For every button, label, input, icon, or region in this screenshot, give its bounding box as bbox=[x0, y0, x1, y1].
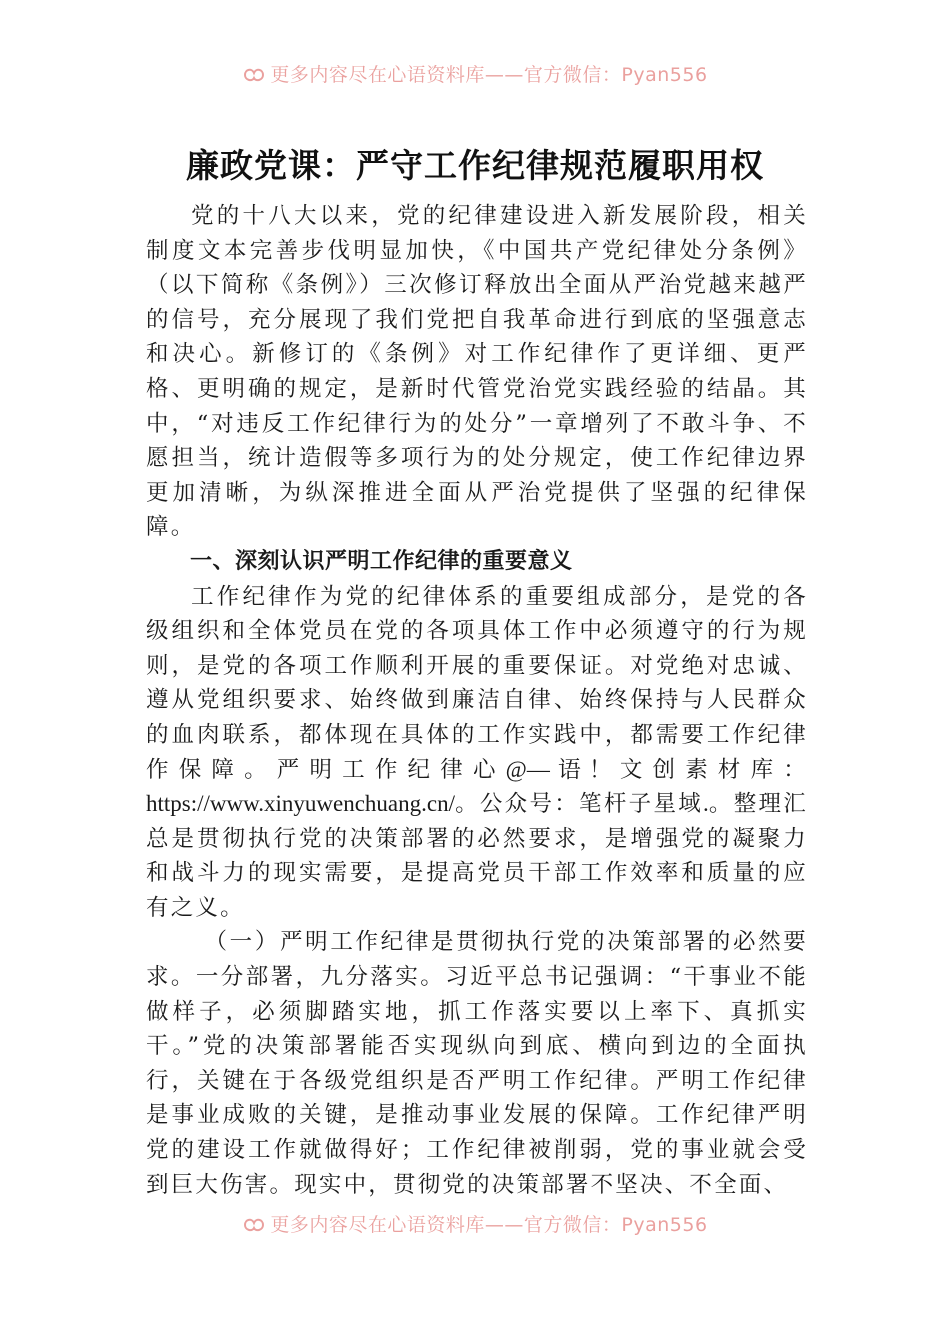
paragraph-significance bbox=[146, 580, 808, 926]
document-body bbox=[146, 199, 808, 1202]
header-watermark bbox=[0, 60, 950, 87]
source-url-link[interactable]: https://www.xinyuwenchuang.cn/ bbox=[146, 791, 455, 817]
paragraph-text: 。整理汇总是贯彻执行党的决策部署的必然要求，是增强党的凝聚力和战斗力的现实需要，是提高党员干部工作效率和质量的应有之义。 bbox=[146, 791, 808, 921]
footer-watermark bbox=[0, 1210, 950, 1237]
paragraph-text: 文创素材库： bbox=[619, 756, 809, 783]
paragraph-subsection-1: （一）严明工作纪律是贯彻执行党的决策部署的必然要求。一分部署，九分落实。习近平总书记强调：“干事业不能做样子，必须脚踏实地，抓工作落实要以上率下、真抓实干。”党的决策部署能否实现纵向到底、横向到边的全面执行，关键在于各级党组织是否严明工作纪律。严明工作纪律是事业成败的关键，是推动事业发展的保障。工作纪律严明党的建设工作就做得好；工作纪律被削弱，党的事业就会受到巨大伤害。现实中，贯彻党的决策部署不坚决、不全面、 bbox=[146, 929, 808, 1198]
section-heading-1: 一、深刻认识严明工作纪律的重要意义 bbox=[190, 548, 573, 574]
watermark-logo-icon bbox=[242, 1216, 266, 1234]
paragraph-text: 。公众号：笔杆子星域 bbox=[454, 791, 704, 818]
document-title: 廉政党课：严守工作纪律规范履职用权 bbox=[186, 146, 764, 185]
inline-mark: @—语！ bbox=[505, 756, 620, 782]
paragraph-text: 工作纪律作为党的纪律体系的重要组成部分，是党的各级组织和全体党员在党的各项具体工作中必须遵守的行为规则，是党的各项工作顺利开展的重要保证。对党绝对忠诚、遵从党组织要求、始终做到廉洁自律、始终保持与人民群众的血肉联系，都体现在具体的工作实践中，都需要工作纪律作保障。严明工作纪律心 bbox=[146, 583, 808, 783]
watermark-logo-icon bbox=[242, 66, 266, 84]
inline-dot: . bbox=[703, 791, 709, 817]
watermark-text: 更多内容尽在心语资料库——官方微信：Pyan556 bbox=[270, 64, 708, 86]
paragraph-intro: 党的十八大以来，党的纪律建设进入新发展阶段，相关制度文本完善步伐明显加快，《中国共产党纪律处分条例》（以下简称《条例》）三次修订释放出全面从严治党越来越严的信号，充分展现了我们党把自我革命进行到底的坚强意志和决心。新修订的《条例》对工作纪律作了更详细、更严格、更明确的规定，是新时代管党治党实践经验的结晶。其中，“对违反工作纪律行为的处分”一章增列了不敢斗争、不愿担当，统计造假等多项行为的处分规定，使工作纪律边界更加清晰，为纵深推进全面从严治党提供了坚强的纪律保障。 bbox=[146, 203, 808, 541]
watermark-text: 更多内容尽在心语资料库——官方微信：Pyan556 bbox=[270, 1214, 708, 1236]
